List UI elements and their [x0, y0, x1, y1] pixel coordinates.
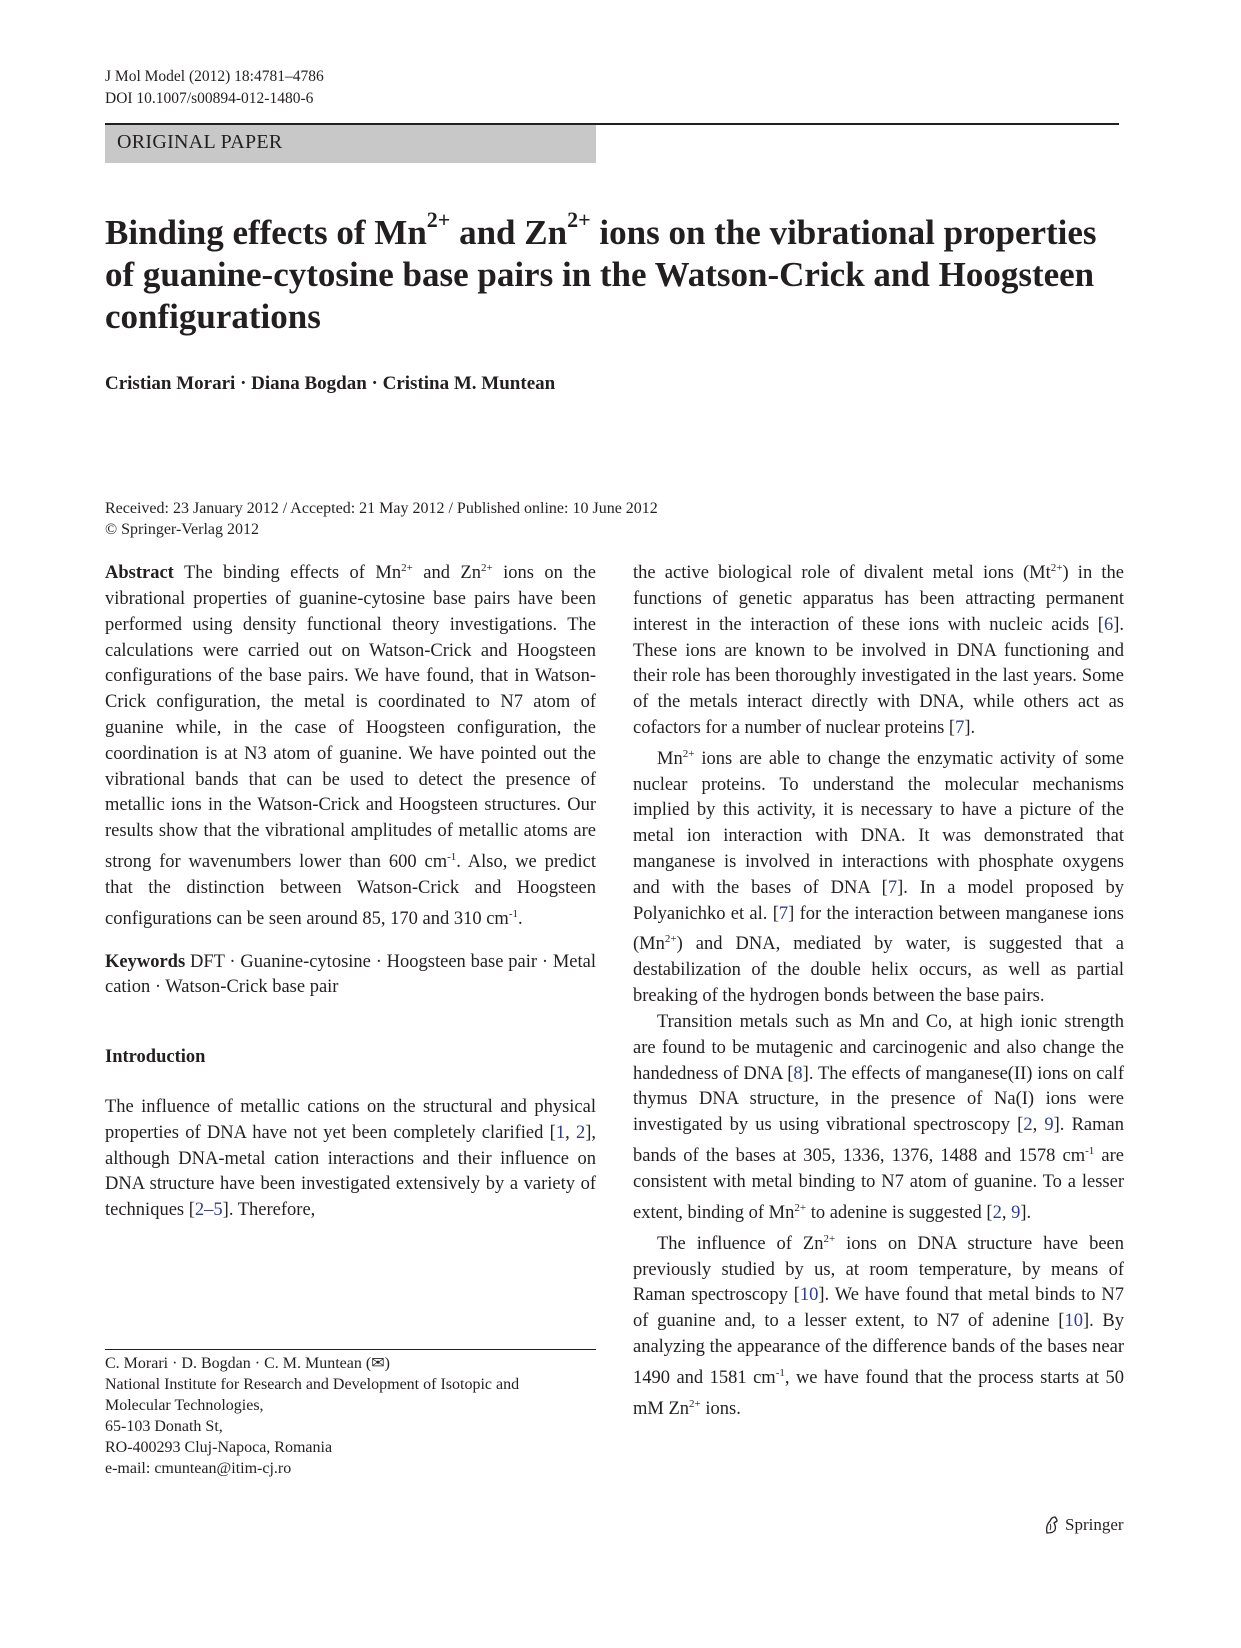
authors: Cristian Morari · Diana Bogdan · Cristina M. Muntean — [105, 373, 556, 394]
reference-link[interactable]: 2–5 — [194, 1200, 223, 1221]
affiliation-names: C. Morari · D. Bogdan · C. M. Muntean (✉) — [105, 1355, 390, 1372]
paragraph: Transition metals such as Mn and Co, at high ionic strength are found to be mutagenic and carcinogenic and also change the handedness of DNA [8]. The effects of manganese(II) ions on calf thymus DNA structure, in the presence of Na(I) ions were investigated by us using vibrational spectroscopy [2, 9]. Raman bands of the bases at 305, 1336, 1376, 1488 and 1578 $cm^{-1}$ are consistent with metal binding to N7 atom of guanine. To a lesser extent, binding of $Mn^{2+}$ to adenine is suggested [2, 9]. — [633, 1012, 1124, 1223]
keywords-label: Keywords — [105, 951, 186, 972]
introduction-paragraph: The influence of metallic cations on the structural and physical properties of DNA have not yet been completely clarified [1, 2], although DNA-metal cation interactions and their influence on DNA structure have been investigated extensively by a variety of techniques [2–5]. Therefore, — [105, 1097, 597, 1221]
affiliation-email[interactable]: e-mail: cmuntean@itim-cj.ro — [105, 1460, 292, 1477]
keywords: Keywords DFT · Guanine-cytosine · Hoogsteen base pair · Metal cation · Watson-Crick base pair — [105, 951, 596, 998]
reference-link[interactable]: 9 — [1044, 1115, 1054, 1136]
reference-link[interactable]: 7 — [955, 717, 965, 738]
journal-citation: J Mol Model (2012) 18:4781–4786 — [105, 68, 324, 85]
reference-link[interactable]: 2 — [575, 1122, 586, 1143]
reference-link[interactable]: 10 — [799, 1285, 819, 1306]
abstract: Abstract The binding effects of $Mn^{2+}$ and $Zn^{2+}$ ions on the vibrational properties of guanine-cytosine base pairs have been performed using density functional theory investigations. The calculations were carried out on Watson-Crick and Hoogsteen configurations of the base pairs. We have found, that in Watson-Crick configuration, the metal is coordinated to N7 atom of guanine while, in the case of Hoogsteen configuration, the coordination is at N3 atom of guanine. We have pointed out the vibrational bands that can be used to detect the presence of metallic ions in the Watson-Crick and Hoogsteen structures. Our results show that the vibrational amplitudes of metallic atoms are strong for wavenumbers lower than 600 $cm^{-1}$. Also, we predict that the distinction between Watson-Crick and Hoogsteen configurations can be seen around 85, 170 and 310 $cm^{-1}$. — [105, 562, 596, 929]
affiliation-institute: National Institute for Research and Development of Isotopic and — [105, 1376, 520, 1393]
affiliation-city: RO-400293 Cluj-Napoca, Romania — [105, 1439, 333, 1456]
reference-link[interactable]: 2 — [992, 1202, 1002, 1223]
right-column — [633, 556, 1124, 1423]
paragraph: $Mn^{2+}$ ions are able to change the enzymatic activity of some nuclear proteins. To understand the molecular mechanisms implied by this activity, it is necessary to have a picture of the metal ion interaction with DNA. It was demonstrated that manganese is involved in interactions with phosphate oxygens and with the bases of DNA [7]. In a model proposed by Polyanichko et al. [7] for the interaction between manganese ions $(Mn^{2+})$ and DNA, mediated by water, is suggested that a destabilization of the double helix occurs, as well as partial breaking of the hydrogen bonds between the base pairs. — [633, 747, 1124, 1007]
introduction-heading: Introduction — [105, 1047, 206, 1068]
affiliation-institute-2: Molecular Technologies, — [105, 1397, 264, 1414]
copyright: © Springer-Verlag 2012 — [105, 521, 260, 538]
affiliation-street: 65-103 Donath St, — [105, 1418, 223, 1435]
affiliation-footnote — [105, 1353, 519, 1479]
dates-line: Received: 23 January 2012 / Accepted: 21 May 2012 / Published online: 10 June 2012 — [105, 500, 658, 517]
reference-link[interactable]: 8 — [793, 1063, 803, 1084]
paper-title: Binding effects of $Mn^{2+}$ and $Zn^{2+}$ ions on the vibrational properties of guanine-cytosine base pairs in the Watson-Crick and Hoogsteen configurations — [105, 207, 1097, 336]
paragraph: The influence of $Zn^{2+}$ ions on DNA structure have been previously studied by us, at room temperature, by means of Raman spectroscopy [10]. We have found that metal binds to N7 of guanine and, to a lesser extent, to N7 of adenine [10]. By analyzing the appearance of the difference bands of the bases near 1490 and 1581 $cm^{-1}$, we have found that the process starts at 50 mM $Zn^{2+}$ ions. — [633, 1232, 1124, 1419]
footnote-rule — [105, 1349, 596, 1350]
reference-link[interactable]: 7 — [778, 903, 789, 924]
left-column — [105, 556, 596, 1224]
springer-horse-icon — [1043, 1515, 1061, 1535]
journal-header — [105, 66, 324, 110]
article-type: ORIGINAL PAPER — [117, 131, 283, 153]
reference-link[interactable]: 2 — [1023, 1115, 1033, 1136]
reference-link[interactable]: 9 — [1011, 1202, 1021, 1223]
reference-link[interactable]: 7 — [887, 877, 898, 898]
reference-link[interactable]: 1 — [555, 1122, 566, 1143]
reference-link[interactable]: 6 — [1103, 614, 1114, 635]
publisher-name: Springer — [1065, 1515, 1124, 1534]
publisher-logo — [1043, 1515, 1124, 1535]
abstract-label: Abstract — [105, 563, 174, 584]
paragraph: the active biological role of divalent metal ions $(Mt^{2+})$ in the functions of genetic apparatus has been attracting permanent interest in the interaction of these ions with nucleic acids [6]. These ions are known to be involved in DNA functioning and their role has been thoroughly investigated in the last years. Some of the metals interact directly with DNA, while others act as cofactors for a number of nuclear proteins [7]. — [633, 562, 1124, 738]
reference-link[interactable]: 10 — [1064, 1311, 1083, 1332]
envelope-icon[interactable]: ✉ — [371, 1355, 385, 1372]
doi: DOI 10.1007/s00894-012-1480-6 — [105, 90, 314, 107]
publication-dates — [105, 498, 658, 540]
